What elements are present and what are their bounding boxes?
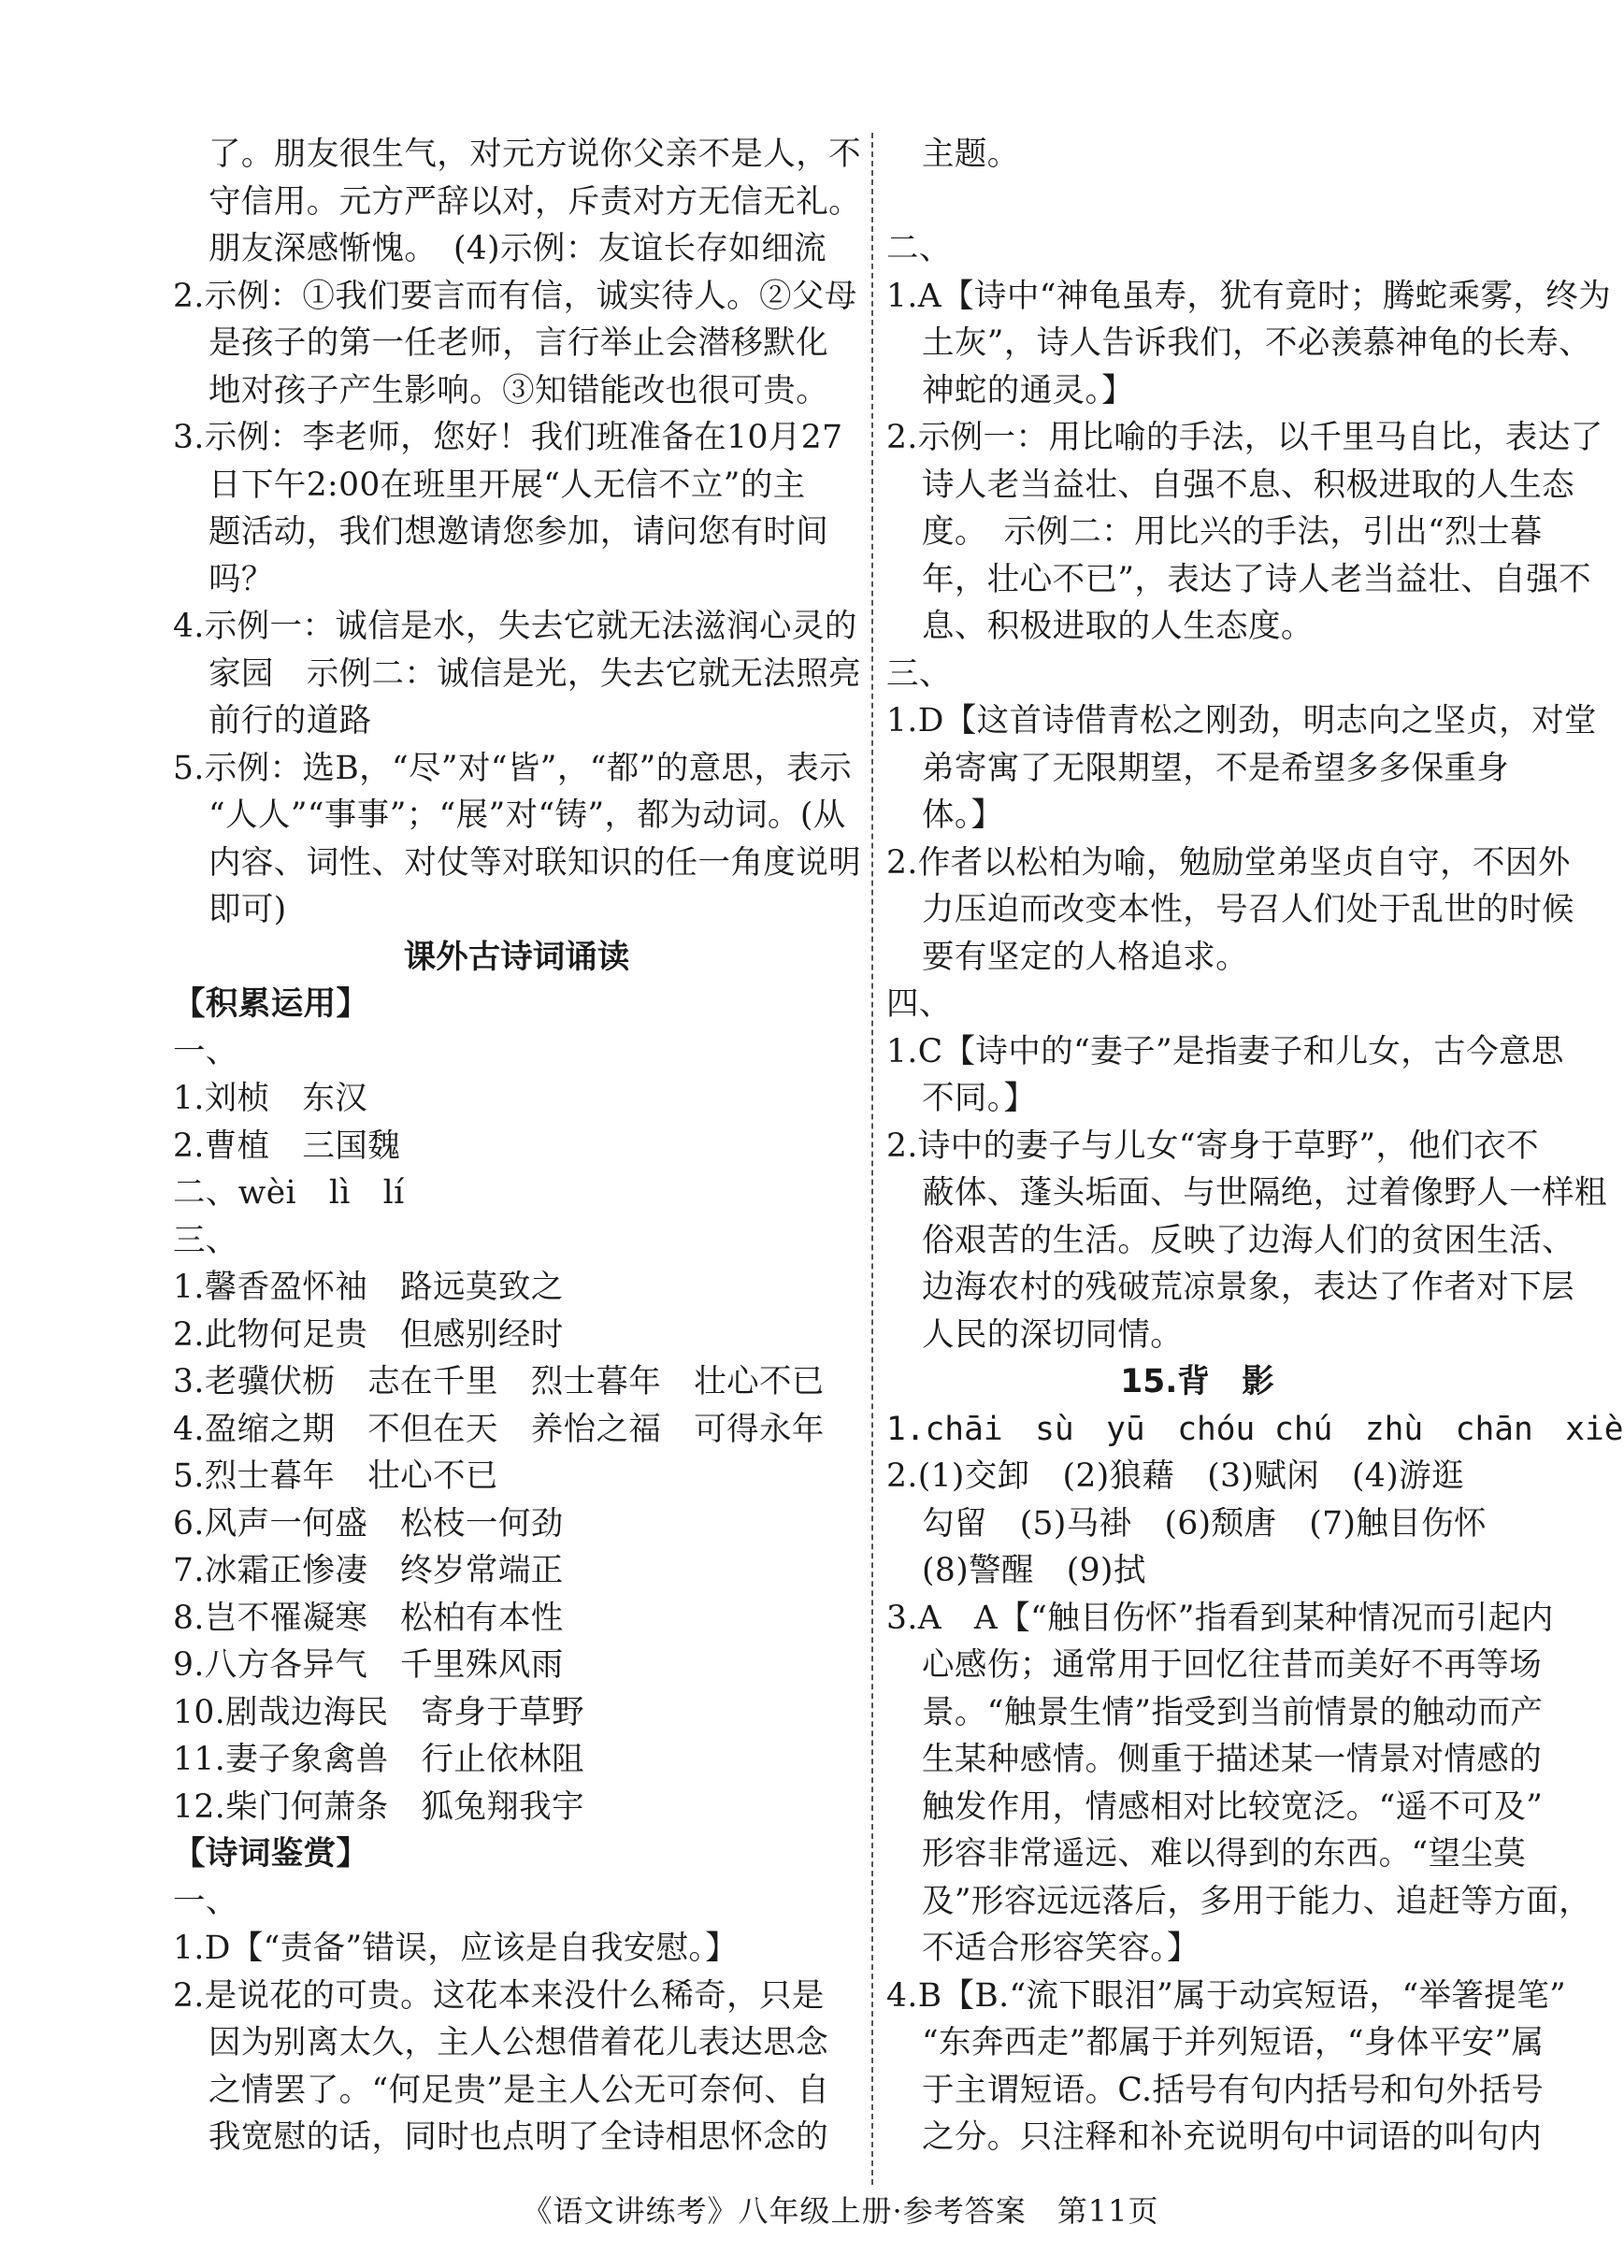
text-line: 题活动，我们想邀请您参加，请问您有时间 — [208, 513, 829, 551]
page-footer: 《语文讲练考》八年级上册·参考答案 第11页 — [522, 2193, 1159, 2229]
text-line: 1.D【“责备”错误，应该是自我安慰。】 — [173, 1930, 739, 1967]
text-line: 四、 — [886, 985, 952, 1023]
text-line: 蔽体、蓬头垢面、与世隔绝，过着像野人一样粗 — [922, 1174, 1607, 1212]
text-line: 11.妻子象禽兽 行止依林阻 — [173, 1741, 584, 1778]
text-line: 2.此物何足贵 但感别经时 — [173, 1315, 564, 1354]
text-line: 吗？ — [208, 560, 274, 598]
text-line: 2.示例一：用比喻的手法，以千里马自比，表达了 — [886, 419, 1603, 456]
text-line: 4.盈缩之期 不但在天 养怡之福 可得永年 — [173, 1410, 825, 1448]
text-line: 神蛇的通灵。】 — [922, 371, 1135, 409]
text-line: 之情罢了。“何足贵”是主人公无可奈何、自 — [208, 2071, 830, 2109]
text-line: 6.风声一何盛 松枝一何劲 — [173, 1504, 564, 1543]
text-line: 5.烈士暮年 壮心不已 — [173, 1457, 498, 1495]
text-line: 1.A【诗中“神龟虽寿，犹有竟时；腾蛇乘雾，终为 — [886, 277, 1612, 315]
text-line: 三、 — [173, 1221, 238, 1259]
text-line: 因为别离太久，主人公想借着花儿表达思念 — [208, 2024, 829, 2061]
text-line: 土灰”，诗人告诉我们，不必羡慕神龟的长寿、 — [922, 324, 1592, 362]
text-line: 3.A A【“触目伤怀”指看到某种情况而引起内 — [886, 1599, 1554, 1637]
text-line: 1.馨香盈怀袖 路远莫致之 — [173, 1269, 564, 1306]
text-line: 即可) — [208, 891, 287, 928]
text-line: 心感伤；通常用于回忆往昔而美好不再等场 — [922, 1646, 1543, 1684]
text-line: 4.示例一：诚信是水，失去它就无法滋润心灵的 — [173, 608, 857, 645]
text-line: 地对孩子产生影响。③知错能改也很可贵。 — [208, 371, 829, 409]
text-line: 于主谓短语。C.括号有句内括号和句外括号 — [922, 2071, 1545, 2109]
text-line: 弟寄寓了无限期望，不是希望多多保重身 — [922, 749, 1510, 787]
text-line: 4.B【B.“流下眼泪”属于动宾短语，“举箸提笔” — [886, 1976, 1567, 2015]
text-line: 力压迫而改变本性，号召人们处于乱世的时候 — [922, 891, 1574, 928]
text-line: 景。“触景生情”指受到当前情景的触动而产 — [922, 1693, 1544, 1731]
text-line: 边海农村的残破荒凉景象，表达了作者对下层 — [922, 1269, 1574, 1306]
text-line: 2.是说花的可贵。这花本来没什么稀奇，只是 — [173, 1976, 825, 2015]
text-line: 9.八方各异气 千里殊风雨 — [173, 1646, 564, 1684]
text-line: 一、 — [173, 1882, 238, 1920]
text-line: 家园 示例二：诚信是光，失去它就无法照亮 — [208, 654, 861, 693]
text-line: 主题。 — [922, 136, 1020, 173]
text-line: 2.诗中的妻子与儿女“寄身于草野”，他们衣不 — [886, 1127, 1539, 1165]
text-line: 3.老骥伏枥 志在千里 烈士暮年 壮心不已 — [173, 1363, 825, 1400]
text-line: 7.冰霜正惨凄 终岁常端正 — [173, 1552, 564, 1589]
text-line: 内容、词性、对仗等对联知识的任一角度说明 — [208, 843, 861, 882]
text-line: 生某种感情。侧重于描述某一情景对情感的 — [922, 1741, 1543, 1778]
text-line: 三、 — [886, 654, 952, 693]
section-title: 课外古诗词诵读 — [403, 938, 630, 976]
text-line: 触发作用，情感相对比较宽泛。“遥不可及” — [922, 1787, 1544, 1826]
text-line: 了。朋友很生气，对元方说你父亲不是人，不 — [208, 136, 861, 173]
text-line — [886, 179, 1508, 226]
text-line: 2.作者以松柏为喻，勉励堂弟坚贞自守，不因外 — [886, 843, 1571, 882]
text-line: “东奔西走”都属于并列短语，“身体平安”属 — [922, 2024, 1545, 2061]
text-line: 勾留 (5)马褂 (6)颓唐 (7)触目伤怀 — [922, 1504, 1487, 1543]
text-line: 要有坚定的人格追求。 — [922, 938, 1248, 976]
text-line: 及”形容远远落后，多用于能力、追赶等方面， — [922, 1882, 1592, 1920]
text-line: 诗人老当益壮、自强不息、积极进取的人生态 — [922, 466, 1574, 504]
text-line: 年，壮心不已”，表达了诗人老当益壮、自强不 — [922, 560, 1592, 598]
text-line: 【积累运用】 — [173, 985, 369, 1023]
text-line: 2.示例：①我们要言而有信，诚实待人。②父母 — [173, 277, 857, 315]
text-line: 是孩子的第一任老师，言行举止会潜移默化 — [208, 324, 829, 362]
text-line: 我宽慰的话，同时也点明了全诗相思怀念的 — [208, 2118, 829, 2156]
text-line: 10.剧哉边海民 寄身于草野 — [173, 1693, 584, 1731]
text-line: 体。】 — [922, 797, 1004, 834]
text-line: 1.D【这首诗借青松之刚劲，明志向之坚贞，对堂 — [886, 702, 1597, 739]
text-line: 度。 示例二：用比兴的手法，引出“烈士暮 — [922, 513, 1543, 551]
text-line: 1.chāi sù yū chóu chú zhù chān xiè — [886, 1410, 1624, 1448]
text-line: 【诗词鉴赏】 — [173, 1835, 369, 1873]
text-line: 8.岂不罹凝寒 松柏有本性 — [173, 1599, 564, 1637]
text-line: 守信用。元方严辞以对，斥责对方无信无礼。 — [208, 182, 861, 221]
text-line: 前行的道路 — [208, 702, 372, 739]
text-line: 日下午2:00在班里开展“人无信不立”的主 — [208, 466, 806, 504]
text-line: 二、 — [886, 230, 952, 267]
text-line: 一、 — [173, 1032, 238, 1070]
text-line: 俗艰苦的生活。反映了边海人们的贫困生活、 — [922, 1221, 1574, 1259]
text-line: 2.曹植 三国魏 — [173, 1127, 401, 1165]
text-line: 5.示例：选B，“尽”对“皆”，“都”的意思，表示 — [173, 749, 853, 787]
text-line: 人民的深切同情。 — [922, 1315, 1184, 1354]
left-column — [173, 131, 860, 2161]
text-line: 1.刘桢 东汉 — [173, 1080, 368, 1117]
text-line: 12.柴门何萧条 狐兔翔我宇 — [173, 1787, 584, 1826]
section-title: 15.背 影 — [1120, 1363, 1274, 1400]
text-line: 不适合形容笑容。】 — [922, 1930, 1200, 1967]
text-line: 不同。】 — [922, 1080, 1037, 1117]
text-line: 二、wèi lì lí — [173, 1174, 405, 1212]
text-line: 3.示例：李老师，您好！我们班准备在10月27 — [173, 419, 843, 456]
text-line: 2.(1)交卸 (2)狼藉 (3)赋闲 (4)游逛 — [886, 1457, 1464, 1495]
text-line: 之分。只注释和补充说明句中词语的叫句内 — [922, 2118, 1543, 2156]
column-divider — [871, 133, 873, 2185]
text-line: 形容非常遥远、难以得到的东西。“望尘莫 — [922, 1835, 1527, 1873]
text-line: (8)警醒 (9)拭 — [922, 1552, 1146, 1589]
text-line: 1.C【诗中的“妻子”是指妻子和儿女，古今意思 — [886, 1032, 1564, 1070]
right-column — [886, 131, 1624, 2161]
text-line: “人人”“事事”；“展”对“铸”，都为动词。(从 — [208, 797, 846, 834]
text-line: 朋友深感惭愧。 (4)示例：友谊长存如细流 — [208, 230, 827, 267]
text-line: 息、积极进取的人生态度。 — [922, 608, 1314, 645]
